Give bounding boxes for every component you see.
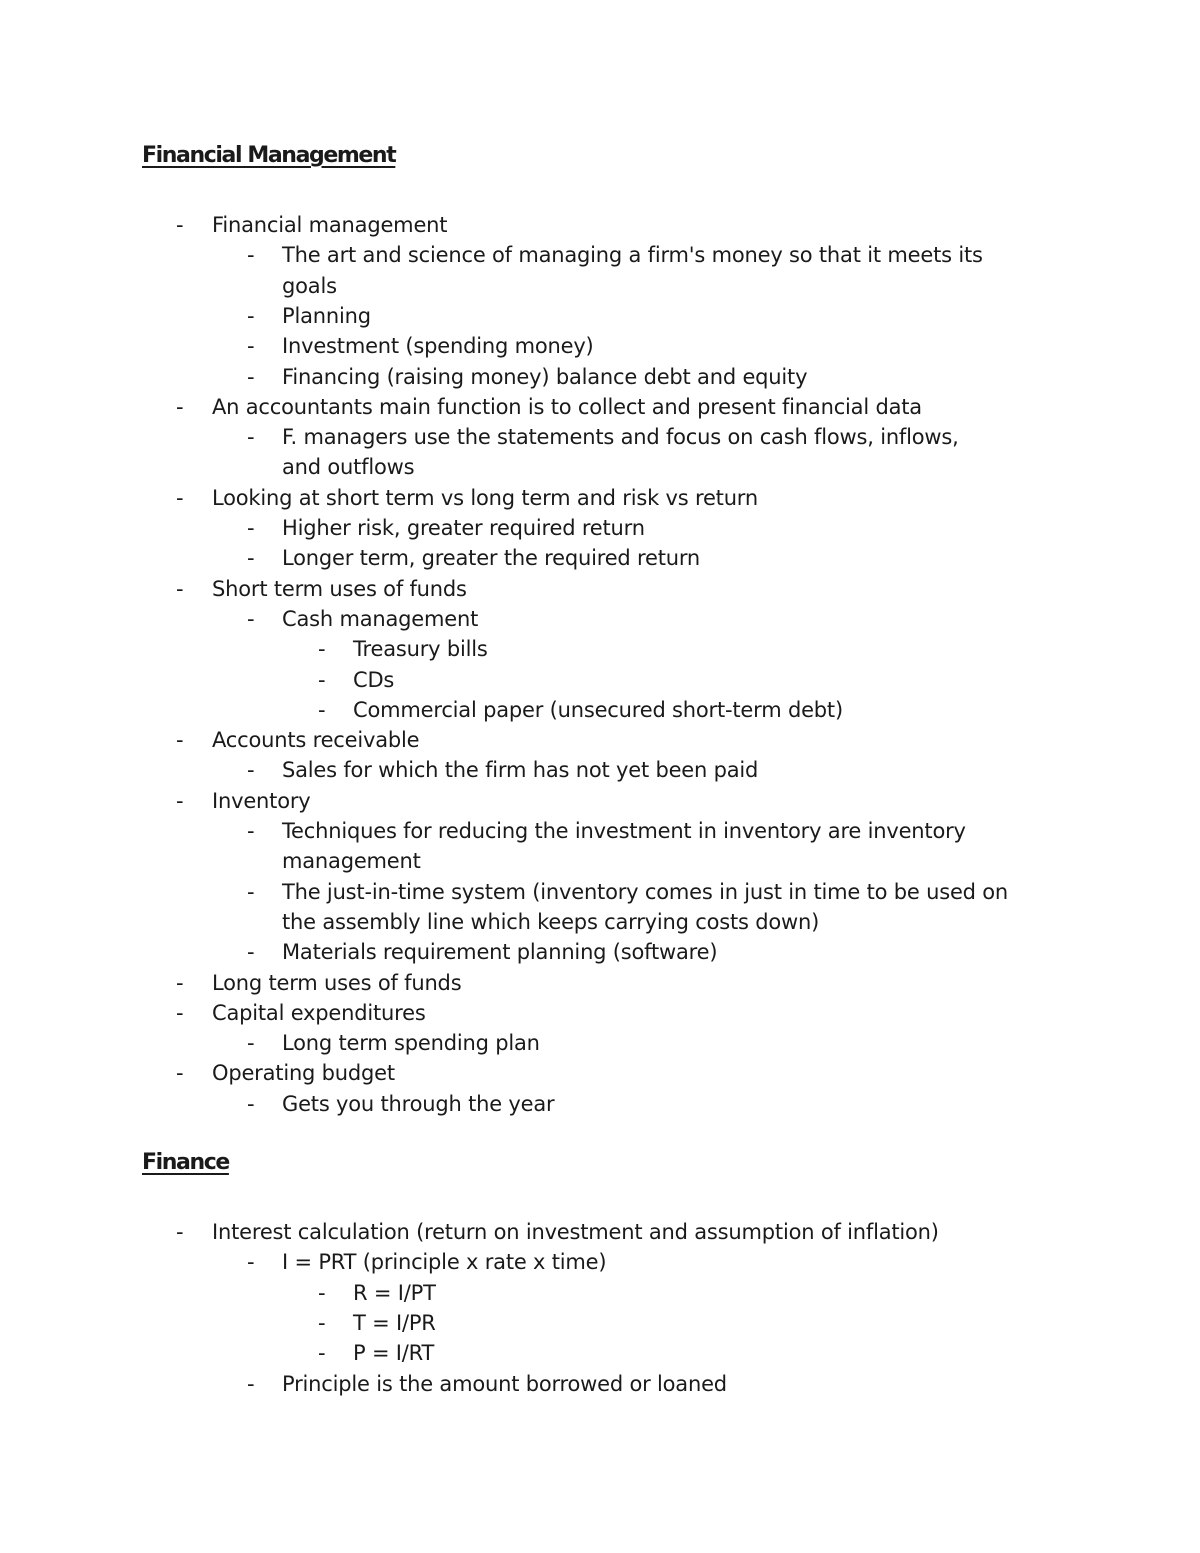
bullet-dash: - <box>318 637 326 662</box>
bullet-dash: - <box>318 1280 326 1305</box>
list-item-text: The art and science of managing a firm's money so that it meets its <box>282 243 983 268</box>
list-item-text: Financial management <box>212 213 448 237</box>
bullet-dash: - <box>318 1341 326 1366</box>
list-item-text: Investment (spending money) <box>282 334 594 359</box>
list-item-text: Accounts receivable <box>212 728 420 753</box>
bullet-dash: - <box>247 819 255 843</box>
bullet-dash: - <box>176 394 184 419</box>
bullet-dash: - <box>318 1310 326 1335</box>
list-item-text: Capital expenditures <box>212 1000 426 1025</box>
bullet-dash: - <box>247 243 255 268</box>
bullet-dash: - <box>247 1031 255 1056</box>
list-item-text: Operating budget <box>212 1061 395 1086</box>
bullet-dash: - <box>247 606 255 631</box>
list-item-text: Inventory <box>212 788 311 813</box>
bullet-dash: - <box>247 303 255 328</box>
list-item-text: Techniques for reducing the investment in inventory are inventory <box>282 819 966 843</box>
bullet-dash: - <box>176 970 184 995</box>
list-item-text: Materials requirement planning (software) <box>282 940 718 965</box>
list-item-text: Sales for which the firm has not yet been paid <box>282 758 759 783</box>
bullet-dash: - <box>247 334 255 359</box>
bullet-dash: - <box>176 485 184 510</box>
bullet-dash: - <box>247 879 255 904</box>
bullet-dash: - <box>176 213 184 237</box>
bullet-dash: - <box>247 1371 255 1396</box>
list-item-text: The just-in-time system (inventory comes in just in time to be used on <box>282 879 1009 904</box>
section-heading: Financial Management <box>142 143 396 168</box>
bullet-dash: - <box>318 667 326 692</box>
bullet-dash: - <box>176 788 184 813</box>
bullet-dash: - <box>247 425 255 450</box>
list-item-text: Cash management <box>282 606 479 631</box>
bullet-dash: - <box>247 516 255 540</box>
bullet-dash: - <box>176 576 184 601</box>
list-item-text: Longer term, greater the required return <box>282 546 701 571</box>
bullet-dash: - <box>247 546 255 571</box>
bullet-dash: - <box>176 1000 184 1025</box>
list-item-text: R = I/PT <box>353 1280 436 1305</box>
list-item-text: P = I/RT <box>353 1341 435 1366</box>
list-item-text: Short term uses of funds <box>212 576 467 601</box>
bullet-dash: - <box>247 1250 255 1275</box>
list-item-text: CDs <box>353 667 395 692</box>
bullet-dash: - <box>247 758 255 783</box>
list-item-text: Financing (raising money) balance debt and equity <box>282 364 808 389</box>
list-item-text: goals <box>282 273 337 298</box>
bullet-dash: - <box>247 1091 255 1116</box>
list-item-text: Long term spending plan <box>282 1031 540 1056</box>
list-item-text: An accountants main function is to collect and present financial data <box>212 394 922 419</box>
bullet-dash: - <box>318 697 326 722</box>
list-item-text: T = I/PR <box>353 1310 436 1335</box>
list-item-text: Long term uses of funds <box>212 970 462 995</box>
list-item-text: Gets you through the year <box>282 1091 555 1116</box>
list-item-text: Principle is the amount borrowed or loaned <box>282 1371 727 1396</box>
list-item-text: Treasury bills <box>353 637 488 662</box>
bullet-dash: - <box>247 364 255 389</box>
list-item-text: Interest calculation (return on investment and assumption of inflation) <box>212 1220 939 1244</box>
list-item-text: the assembly line which keeps carrying costs down) <box>282 909 820 934</box>
list-item-text: and outflows <box>282 455 415 480</box>
list-item-text: management <box>282 849 421 874</box>
list-item-text: Commercial paper (unsecured short-term debt) <box>353 697 843 722</box>
bullet-dash: - <box>247 940 255 965</box>
list-item-text: F. managers use the statements and focus on cash flows, inflows, <box>282 425 959 450</box>
list-item-text: Looking at short term vs long term and risk vs return <box>212 485 758 510</box>
list-item-text: Planning <box>282 303 371 328</box>
bullet-dash: - <box>176 1220 184 1244</box>
list-item-text: Higher risk, greater required return <box>282 516 645 540</box>
bullet-dash: - <box>176 728 184 753</box>
section-heading: Finance <box>142 1150 229 1175</box>
bullet-dash: - <box>176 1061 184 1086</box>
list-item-text: I = PRT (principle x rate x time) <box>282 1250 607 1275</box>
